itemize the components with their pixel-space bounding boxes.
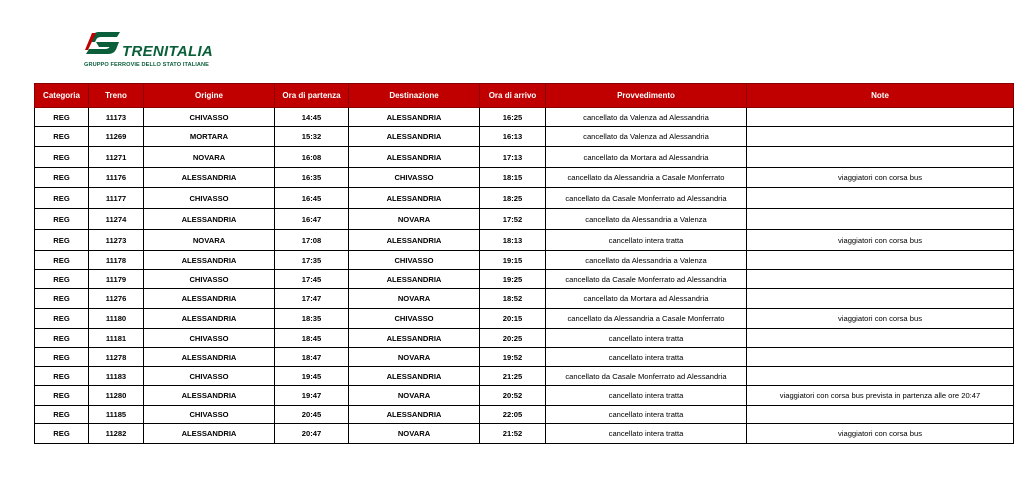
table-row — [35, 209, 1014, 230]
categoria-cell: REG — [35, 230, 89, 251]
destinazione-cell: ALESSANDRIA — [349, 188, 480, 209]
note-cell — [747, 127, 1014, 147]
note-cell: viaggiatori con corsa bus — [747, 424, 1014, 444]
note-cell: viaggiatori con corsa bus prevista in partenza alle ore 20:47 — [747, 386, 1014, 406]
categoria-cell: REG — [35, 147, 89, 168]
destinazione-cell: ALESSANDRIA — [349, 329, 480, 348]
provvedimento-cell: cancellato da Alessandria a Valenza — [546, 209, 747, 230]
provvedimento-cell: cancellato da Mortara ad Alessandria — [546, 147, 747, 168]
col-header-ora-arrivo: Ora di arrivo — [480, 84, 546, 108]
ora-partenza-cell: 15:32 — [275, 127, 349, 147]
table-row — [35, 348, 1014, 367]
ora-partenza-cell: 17:45 — [275, 270, 349, 289]
note-cell — [747, 367, 1014, 386]
ora-arrivo-cell: 16:13 — [480, 127, 546, 147]
destinazione-cell: ALESSANDRIA — [349, 406, 480, 424]
provvedimento-cell: cancellato intera tratta — [546, 348, 747, 367]
origine-cell: CHIVASSO — [144, 367, 275, 386]
note-cell — [747, 209, 1014, 230]
col-header-destinazione: Destinazione — [349, 84, 480, 108]
note-cell — [747, 147, 1014, 168]
categoria-cell: REG — [35, 168, 89, 188]
ora-arrivo-cell: 18:15 — [480, 168, 546, 188]
ora-partenza-cell: 19:47 — [275, 386, 349, 406]
provvedimento-cell: cancellato intera tratta — [546, 406, 747, 424]
provvedimento-cell: cancellato da Valenza ad Alessandria — [546, 108, 747, 127]
treno-cell: 11273 — [89, 230, 144, 251]
brand-tagline: GRUPPO FERROVIE DELLO STATO ITALIANE — [84, 62, 210, 68]
col-header-treno: Treno — [89, 84, 144, 108]
note-cell — [747, 251, 1014, 270]
destinazione-cell: CHIVASSO — [349, 168, 480, 188]
provvedimento-cell: cancellato intera tratta — [546, 329, 747, 348]
table-header-row — [35, 84, 1014, 108]
destinazione-cell: ALESSANDRIA — [349, 230, 480, 251]
ora-partenza-cell: 20:47 — [275, 424, 349, 444]
ora-partenza-cell: 16:47 — [275, 209, 349, 230]
origine-cell: CHIVASSO — [144, 270, 275, 289]
origine-cell: CHIVASSO — [144, 406, 275, 424]
treno-cell: 11274 — [89, 209, 144, 230]
ora-arrivo-cell: 17:13 — [480, 147, 546, 168]
categoria-cell: REG — [35, 289, 89, 309]
table-row — [35, 147, 1014, 168]
treno-cell: 11177 — [89, 188, 144, 209]
destinazione-cell: NOVARA — [349, 289, 480, 309]
table-row — [35, 406, 1014, 424]
col-header-categoria: Categoria — [35, 84, 89, 108]
origine-cell: ALESSANDRIA — [144, 348, 275, 367]
categoria-cell: REG — [35, 251, 89, 270]
provvedimento-cell: cancellato da Valenza ad Alessandria — [546, 127, 747, 147]
ora-arrivo-cell: 20:52 — [480, 386, 546, 406]
origine-cell: CHIVASSO — [144, 108, 275, 127]
ora-partenza-cell: 17:47 — [275, 289, 349, 309]
table-row — [35, 424, 1014, 444]
destinazione-cell: ALESSANDRIA — [349, 367, 480, 386]
table-row — [35, 127, 1014, 147]
provvedimento-cell: cancellato da Casale Monferrato ad Alessandria — [546, 270, 747, 289]
ora-arrivo-cell: 18:13 — [480, 230, 546, 251]
categoria-cell: REG — [35, 406, 89, 424]
treno-cell: 11269 — [89, 127, 144, 147]
table-row — [35, 270, 1014, 289]
ora-partenza-cell: 19:45 — [275, 367, 349, 386]
ora-partenza-cell: 18:35 — [275, 309, 349, 329]
table-row — [35, 108, 1014, 127]
destinazione-cell: CHIVASSO — [349, 251, 480, 270]
origine-cell: ALESSANDRIA — [144, 424, 275, 444]
table-row — [35, 367, 1014, 386]
provvedimento-cell: cancellato da Mortara ad Alessandria — [546, 289, 747, 309]
ora-arrivo-cell: 17:52 — [480, 209, 546, 230]
treno-cell: 11278 — [89, 348, 144, 367]
destinazione-cell: ALESSANDRIA — [349, 108, 480, 127]
treno-cell: 11181 — [89, 329, 144, 348]
provvedimento-cell: cancellato intera tratta — [546, 386, 747, 406]
categoria-cell: REG — [35, 188, 89, 209]
categoria-cell: REG — [35, 386, 89, 406]
categoria-cell: REG — [35, 348, 89, 367]
destinazione-cell: NOVARA — [349, 424, 480, 444]
table-row — [35, 309, 1014, 329]
ora-partenza-cell: 18:45 — [275, 329, 349, 348]
treno-cell: 11183 — [89, 367, 144, 386]
ora-partenza-cell: 17:35 — [275, 251, 349, 270]
origine-cell: CHIVASSO — [144, 329, 275, 348]
cancellations-table — [34, 83, 1014, 444]
provvedimento-cell: cancellato da Alessandria a Valenza — [546, 251, 747, 270]
table-row — [35, 188, 1014, 209]
ora-arrivo-cell: 16:25 — [480, 108, 546, 127]
ora-arrivo-cell: 18:52 — [480, 289, 546, 309]
categoria-cell: REG — [35, 127, 89, 147]
origine-cell: MORTARA — [144, 127, 275, 147]
origine-cell: ALESSANDRIA — [144, 251, 275, 270]
note-cell — [747, 188, 1014, 209]
note-cell — [747, 329, 1014, 348]
ora-arrivo-cell: 21:52 — [480, 424, 546, 444]
ora-arrivo-cell: 22:05 — [480, 406, 546, 424]
provvedimento-cell: cancellato intera tratta — [546, 424, 747, 444]
origine-cell: NOVARA — [144, 147, 275, 168]
treno-cell: 11176 — [89, 168, 144, 188]
col-header-origine: Origine — [144, 84, 275, 108]
origine-cell: ALESSANDRIA — [144, 209, 275, 230]
destinazione-cell: NOVARA — [349, 348, 480, 367]
note-cell: viaggiatori con corsa bus — [747, 168, 1014, 188]
provvedimento-cell: cancellato da Casale Monferrato ad Alessandria — [546, 367, 747, 386]
ora-arrivo-cell: 21:25 — [480, 367, 546, 386]
treno-cell: 11185 — [89, 406, 144, 424]
table-row — [35, 168, 1014, 188]
ora-arrivo-cell: 19:52 — [480, 348, 546, 367]
origine-cell: NOVARA — [144, 230, 275, 251]
ora-partenza-cell: 16:08 — [275, 147, 349, 168]
treno-cell: 11282 — [89, 424, 144, 444]
categoria-cell: REG — [35, 367, 89, 386]
table-row — [35, 230, 1014, 251]
ora-arrivo-cell: 20:25 — [480, 329, 546, 348]
categoria-cell: REG — [35, 209, 89, 230]
table-body — [35, 108, 1014, 444]
categoria-cell: REG — [35, 309, 89, 329]
destinazione-cell: ALESSANDRIA — [349, 147, 480, 168]
destinazione-cell: CHIVASSO — [349, 309, 480, 329]
ora-arrivo-cell: 19:25 — [480, 270, 546, 289]
treno-cell: 11280 — [89, 386, 144, 406]
origine-cell: CHIVASSO — [144, 188, 275, 209]
origine-cell: ALESSANDRIA — [144, 168, 275, 188]
categoria-cell: REG — [35, 108, 89, 127]
ora-partenza-cell: 18:47 — [275, 348, 349, 367]
note-cell — [747, 289, 1014, 309]
table-row — [35, 251, 1014, 270]
ora-partenza-cell: 17:08 — [275, 230, 349, 251]
ora-partenza-cell: 16:35 — [275, 168, 349, 188]
table-row — [35, 386, 1014, 406]
origine-cell: ALESSANDRIA — [144, 386, 275, 406]
note-cell — [747, 270, 1014, 289]
ora-partenza-cell: 20:45 — [275, 406, 349, 424]
destinazione-cell: ALESSANDRIA — [349, 127, 480, 147]
treno-cell: 11271 — [89, 147, 144, 168]
note-cell: viaggiatori con corsa bus — [747, 309, 1014, 329]
note-cell: viaggiatori con corsa bus — [747, 230, 1014, 251]
fs-logo-icon — [84, 28, 124, 60]
brand-name: TRENITALIA — [122, 43, 214, 60]
categoria-cell: REG — [35, 329, 89, 348]
trenitalia-logo — [84, 28, 234, 72]
treno-cell: 11179 — [89, 270, 144, 289]
categoria-cell: REG — [35, 270, 89, 289]
note-cell — [747, 108, 1014, 127]
treno-cell: 11276 — [89, 289, 144, 309]
col-header-ora-partenza: Ora di partenza — [275, 84, 349, 108]
provvedimento-cell: cancellato da Alessandria a Casale Monferrato — [546, 309, 747, 329]
provvedimento-cell: cancellato da Alessandria a Casale Monferrato — [546, 168, 747, 188]
ora-arrivo-cell: 20:15 — [480, 309, 546, 329]
origine-cell: ALESSANDRIA — [144, 289, 275, 309]
treno-cell: 11173 — [89, 108, 144, 127]
treno-cell: 11178 — [89, 251, 144, 270]
ora-partenza-cell: 16:45 — [275, 188, 349, 209]
destinazione-cell: ALESSANDRIA — [349, 270, 480, 289]
ora-partenza-cell: 14:45 — [275, 108, 349, 127]
destinazione-cell: NOVARA — [349, 209, 480, 230]
provvedimento-cell: cancellato intera tratta — [546, 230, 747, 251]
origine-cell: ALESSANDRIA — [144, 309, 275, 329]
ora-arrivo-cell: 18:25 — [480, 188, 546, 209]
categoria-cell: REG — [35, 424, 89, 444]
table-row — [35, 329, 1014, 348]
ora-arrivo-cell: 19:15 — [480, 251, 546, 270]
note-cell — [747, 348, 1014, 367]
provvedimento-cell: cancellato da Casale Monferrato ad Alessandria — [546, 188, 747, 209]
treno-cell: 11180 — [89, 309, 144, 329]
destinazione-cell: NOVARA — [349, 386, 480, 406]
note-cell — [747, 406, 1014, 424]
table-row — [35, 289, 1014, 309]
col-header-note: Note — [747, 84, 1014, 108]
col-header-provvedimento: Provvedimento — [546, 84, 747, 108]
